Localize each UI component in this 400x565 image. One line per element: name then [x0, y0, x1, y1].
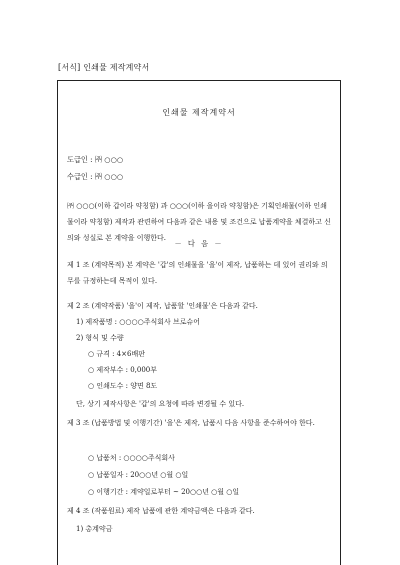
article-2-heading: [67, 301, 258, 311]
article-3-delivery-place: ○ 납품처 : ○○○○주식회사: [88, 454, 175, 462]
orderer-line: 도급인 : ㈜ ○○○: [67, 155, 124, 164]
article-4-body: 제작 납품에 관한 계약금액은 다음과 같다.: [126, 507, 255, 515]
section-heading: － 다 음 －: [174, 239, 224, 248]
form-caption: [서식] 인쇄물 제작계약서: [58, 63, 150, 72]
article-1-body: 본 계약은 '갑'의 인쇄물을 '을'이 제작, 납품하는 데 있어 권리와 의무를 규정하는데 목적이 있다.: [67, 261, 328, 285]
article-3-period: ○ 이행기간 : 계약일로부터 ~ 20○○년 ○월 ○일: [88, 488, 240, 496]
article-3-body: '을'은 제작, 납품시 다음 사항을 준수하여야 한다.: [164, 419, 315, 427]
article-4-heading: [67, 506, 255, 516]
article-2-title: 제 2 조 (계약작품): [67, 302, 125, 310]
article-3-delivery-date: ○ 납품일자 : 20○○년 ○월 ○일: [88, 471, 189, 479]
article-3-title: 제 3 조 (납품방법 및 이행기간): [67, 419, 163, 427]
article-1: [67, 257, 329, 289]
preamble-paragraph: ㈜ ○○○(이하 갑이라 약칭함) 과 ○○○(이하 을이라 약칭함)은 기획인쇄물(이하 인쇄물이라 약칭함) 제작과 관련하여 다음과 같은 내용 및 조건으로 납품계약을 체결하고 신의와 성실로 본 계약을 이행한다.: [67, 202, 331, 242]
article-2-item-2: 2) 형식 및 수량: [76, 334, 124, 342]
article-2-spec-quantity: ○ 제작부수 : 0,000부: [88, 366, 157, 374]
article-1-title: 제 1 조 (계약목적): [67, 261, 125, 269]
article-2-body: '을'이 제작, 납품할 '인쇄물'은 다음과 같다.: [126, 302, 258, 310]
article-2-spec-colors: ○ 인쇄도수 : 양면 8도: [88, 382, 158, 390]
article-4-item-1: 1) 총계약금: [76, 525, 113, 533]
article-2-item-1: 1) 제작품명 : ○○○○주식회사 브로슈어: [76, 318, 201, 326]
contract-frame: [57, 80, 341, 565]
article-2-spec-size: ○ 규격 : 4×6배판: [88, 350, 145, 358]
document-title: 인쇄물 제작계약서: [162, 108, 236, 117]
contractor-line: 수급인 : ㈜ ○○○: [67, 172, 124, 181]
article-2-note: 단, 상기 제작사항은 '갑'의 요청에 따라 변경될 수 있다.: [76, 400, 245, 408]
article-3: [67, 415, 329, 431]
article-4-title: 제 4 조 (작품원료): [67, 507, 125, 515]
